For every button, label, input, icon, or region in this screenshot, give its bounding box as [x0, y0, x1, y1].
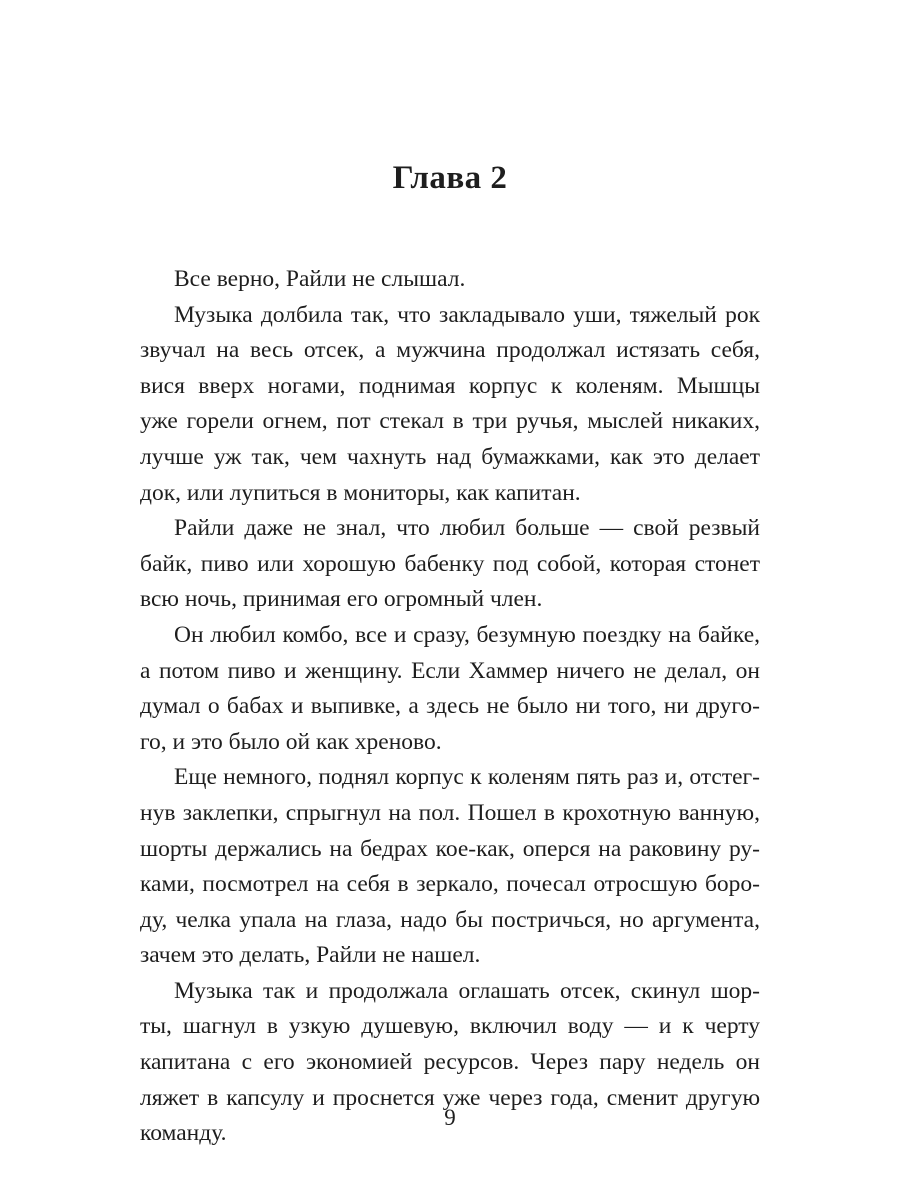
text-line: всю ночь, принимая его огромный член.	[140, 586, 543, 613]
paragraph	[140, 298, 760, 512]
text-line: а потом пиво и женщину. Если Хаммер ничего не делал, он	[140, 657, 760, 684]
text-line: команду.	[140, 1120, 227, 1147]
text-line: Музыка долбила так, что закладывало уши, тяжелый рок	[174, 301, 760, 328]
text-line: го, и это было ой как хреново.	[140, 728, 442, 755]
text-line: Еще немного, поднял корпус к коленям пять раз и, отстег-	[174, 764, 760, 791]
text-line: звучал на весь отсек, а мужчина продолжал истязать себя,	[140, 337, 760, 364]
text-line: ками, посмотрел на себя в зеркало, почесал отросшую боро-	[140, 871, 760, 898]
text-line: Он любил комбо, все и сразу, безумную поездку на байке,	[174, 621, 760, 648]
paragraph	[140, 760, 760, 974]
text-line: капитана с его экономией ресурсов. Через пару недель он	[140, 1049, 760, 1076]
text-line: Музыка так и продолжала оглашать отсек, скинул шор-	[174, 977, 760, 1004]
paragraph	[140, 511, 760, 618]
text-line: лучше уж так, чем чахнуть над бумажками, как это делает	[140, 443, 760, 470]
text-line: Все верно, Райли не слышал.	[174, 266, 466, 292]
text-line: уже горели огнем, пот стекал в три ручья, мыслей никаких,	[140, 408, 760, 435]
text-line: шорты держались на бедрах кое-как, оперся на раковину ру-	[140, 835, 760, 862]
chapter-title: Глава 2	[392, 160, 508, 196]
body-text	[140, 262, 760, 1152]
text-line: нув заклепки, спрыгнул на пол. Пошел в крохотную ванную,	[140, 799, 760, 826]
page-number: 9	[444, 1105, 456, 1130]
text-line: Райли даже не знал, что любил больше — свой резвый	[174, 515, 760, 542]
text-line: думал о бабах и выпивке, а здесь не было ни того, ни друго-	[140, 693, 760, 720]
text-line: байк, пиво или хорошую бабенку под собой, которая стонет	[140, 550, 760, 577]
text-line: ты, шагнул в узкую душевую, включил воду — и к черту	[140, 1013, 760, 1040]
text-line: зачем это делать, Райли не нашел.	[140, 942, 481, 969]
paragraph	[140, 262, 760, 298]
text-line: док, или лупиться в мониторы, как капитан.	[140, 479, 581, 506]
paragraph	[140, 618, 760, 760]
text-line: вися вверх ногами, поднимая корпус к коленям. Мышцы	[140, 372, 760, 399]
text-line: ду, челка упала на глаза, надо бы постричься, но аргумента,	[140, 906, 760, 933]
text-line: ляжет в капсулу и проснется уже через года, сменит другую	[140, 1084, 760, 1111]
